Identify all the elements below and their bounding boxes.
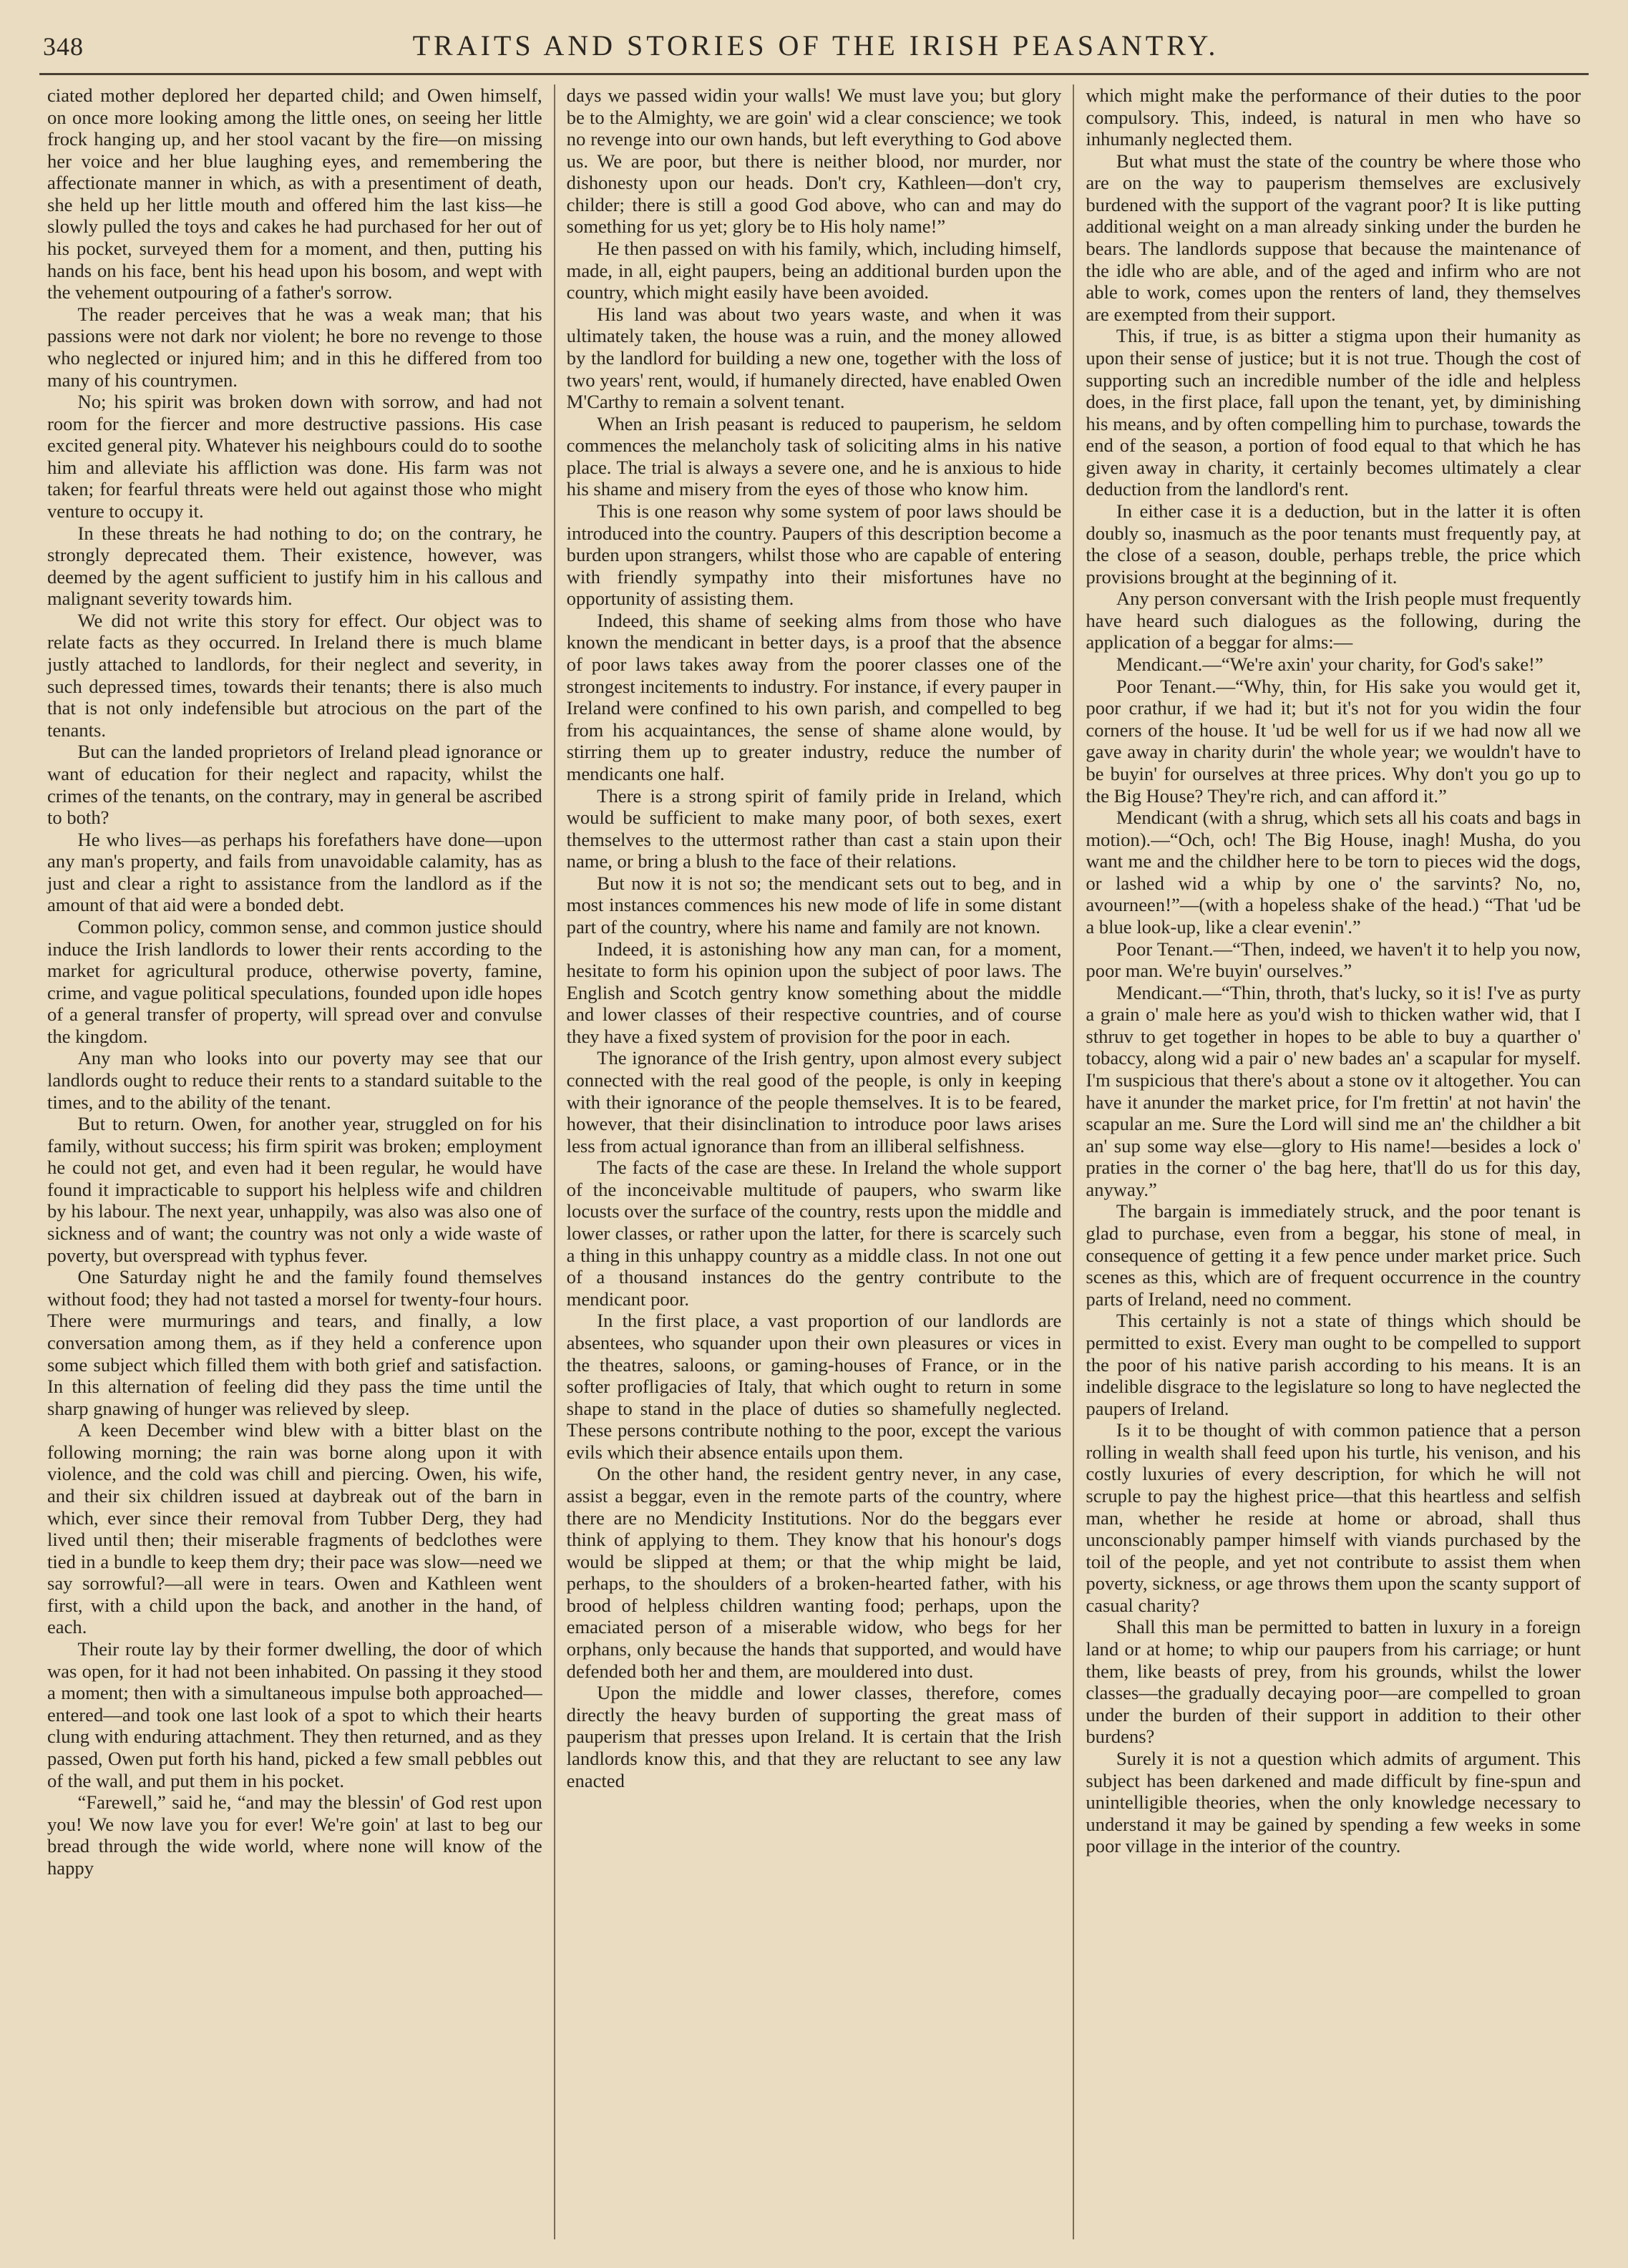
paragraph: Is it to be thought of with common patience that a person rolling in wealth shall feed upon his turtle, his venison, and his costly luxuries of every description, for which he will not scruple to pay the highest price—that this heartless and selfish man, whether he reside at home or abroad, shall thus unconscionably pamper himself with viands purchased by the toil of the people, and yet not contribute to assist them when poverty, sickness, or age throws them upon the scanty support of casual charity? — [1086, 1419, 1581, 1616]
paragraph: In the first place, a vast proportion of our landlords are absentees, who squander upon their own pleasures or vices in the theatres, saloons, or gaming-houses of France, or in the softer profligacies of Italy, that which ought to return in some shape to stand in the place of duties so shamefully neglected. These persons contribute nothing to the poor, except the various evils which their absence entails upon them. — [566, 1310, 1062, 1463]
paragraph: But to return. Owen, for another year, struggled on for his family, without success; his firm spirit was broken; employment he could not get, and even had it been regular, he would have found it impracticable to support his helpless wife and children by his labour. The next year, unhappily, was also was also one of sickness and of want; the country was not only a wide waste of poverty, but overspread with typhus fever. — [47, 1113, 542, 1266]
paragraph: But what must the state of the country be where those who are on the way to pauperism themselves are exclusively burdened with the support of the vagrant poor? It is like putting additional weight on a man already sinking under the burden he bears. The landlords suppose that because the maintenance of the idle who are able, and of the aged and infirm who are not able to work, comes upon the renters of land, they themselves are exempted from their support. — [1086, 150, 1581, 325]
column-1 — [36, 84, 554, 2239]
paragraph: This is one reason why some system of poor laws should be introduced into the country. Paupers of this description become a burden upon strangers, whilst those who are capable of entering with friendly sympathy into their misfortunes have no opportunity of assisting them. — [566, 500, 1062, 610]
paragraph: Indeed, it is astonishing how any man can, for a moment, hesitate to form his opinion upon the subject of poor laws. The English and Scotch gentry know something about the middle and lower classes of their respective countries, and of course they have a fixed system of provision for the poor in each. — [566, 938, 1062, 1047]
column-2 — [554, 84, 1073, 2239]
paragraph: But can the landed proprietors of Ireland plead ignorance or want of education for their neglect and rapacity, whilst the crimes of the tenants, on the contrary, may in general be ascribed to both? — [47, 741, 542, 829]
paragraph: Surely it is not a question which admits of argument. This subject has been darkened and made difficult by fine-spun and unintelligible theories, when the only knowledge necessary to understand it may be gained by spending a few weeks in some poor village in the interior of the country. — [1086, 1747, 1581, 1857]
paragraph: which might make the performance of their duties to the poor compulsory. This, indeed, is natural in men who have so inhumanly neglected them. — [1086, 84, 1581, 150]
paragraph: His land was about two years waste, and when it was ultimately taken, the house was a ruin, and the money allowed by the landlord for building a new one, together with the loss of two years' rent, would, if humanely directed, have enabled Owen M'Carthy to remain a solvent tenant. — [566, 303, 1062, 413]
page-number: 348 — [43, 32, 84, 61]
paragraph: But now it is not so; the mendicant sets out to beg, and in most instances commences his new mode of life in some distant part of the country, where his name and family are not known. — [566, 872, 1062, 938]
paragraph: Any man who looks into our poverty may see that our landlords ought to reduce their rents to a standard suitable to the times, and to the ability of the tenant. — [47, 1047, 542, 1113]
paragraph: In these threats he had nothing to do; on the contrary, he strongly deprecated them. Their existence, however, was deemed by the agent sufficient to justify him in his callous and malignant severity towards him. — [47, 522, 542, 610]
paragraph: Mendicant (with a shrug, which sets all his coats and bags in motion).—“Och, och! The Big House, inagh! Musha, do you want me and the childher here to be torn to pieces wid the dogs, or lashed wid a whip by one o' the sarvints? No, no, avourneen!”—(with a hopeless shake of the head.) “That 'ud be a blue look-up, like a clear evenin'.” — [1086, 807, 1581, 938]
page-header — [43, 29, 1589, 64]
paragraph: He then passed on with his family, which, including himself, made, in all, eight paupers, being an additional burden upon the country, which might easily have been avoided. — [566, 238, 1062, 303]
paragraph: Their route lay by their former dwelling, the door of which was open, for it had not been inhabited. On passing it they stood a moment; then with a simultaneous impulse both approached—entered—and took one last look of a spot to which their hearts clung with enduring attachment. They then returned, and as they passed, Owen put forth his hand, picked a few small pebbles out of the wall, and put them in his pocket. — [47, 1638, 542, 1791]
paragraph: The facts of the case are these. In Ireland the whole support of the inconceivable multitude of paupers, who swarm like locusts over the surface of the country, rests upon the middle and lower classes, or rather upon the latter, for there is scarcely such a thing in this unhappy country as a middle class. In not one out of a thousand instances do the gentry contribute to the mendicant poor. — [566, 1157, 1062, 1310]
paragraph: A keen December wind blew with a bitter blast on the following morning; the rain was borne along upon it with violence, and the cold was chill and piercing. Owen, his wife, and their six children issued at daybreak out of the barn in which, ever since their removal from Tubber Derg, they had lived until then; their miserable fragments of bedclothes were tied in a bundle to keep them dry; their pace was slow—need we say sorrowful?—all were in tears. Owen and Kathleen went first, with a child upon the back, and another in the hand, of each. — [47, 1419, 542, 1638]
paragraph: When an Irish peasant is reduced to pauperism, he seldom commences the melancholy task of soliciting alms in his native place. The trial is always a severe one, and he is anxious to hide his shame and misery from the eyes of those who know him. — [566, 412, 1062, 500]
column-3 — [1073, 84, 1592, 2239]
paragraph: We did not write this story for effect. Our object was to relate facts as they occurred. In Ireland there is much blame justly attached to landlords, for their neglect and severity, in such depressed times, towards their tenants; there is also much that is not only indefensible but atrocious on the part of the tenants. — [47, 609, 542, 741]
running-title: TRAITS AND STORIES OF THE IRISH PEASANTRY. — [412, 29, 1219, 62]
header-rule — [39, 73, 1589, 75]
paragraph: There is a strong spirit of family pride in Ireland, which would be sufficient to make many poor, of both sexes, exert themselves to the uttermost rather than cast a stain upon their name, or bring a blush to the face of their relations. — [566, 784, 1062, 872]
paragraph: The reader perceives that he was a weak man; that his passions were not dark nor violent; he bore no revenge to those who neglected or injured him; and in this he differed from too many of his countrymen. — [47, 303, 542, 391]
paragraph: Poor Tenant.—“Then, indeed, we haven't it to help you now, poor man. We're buyin' ourselves.” — [1086, 938, 1581, 982]
paragraph: Upon the middle and lower classes, therefore, comes directly the heavy burden of supporting the great mass of pauperism that presses upon Ireland. It is certain that the Irish landlords know this, and that they are reluctant to see any law enacted — [566, 1682, 1062, 1791]
paragraph: He who lives—as perhaps his forefathers have done—upon any man's property, and fails from unavoidable calamity, has as just and clear a right to assistance from the landlord as if the amount of that aid were a bonded debt. — [47, 828, 542, 916]
paragraph: Indeed, this shame of seeking alms from those who have known the mendicant in better days, is a proof that the absence of poor laws takes away from the poorer classes one of the strongest incitements to industry. For instance, if every pauper in Ireland were confined to his own parish, and compelled to beg from his acquaintances, the sense of shame alone would, by stirring them up to greater industry, reduce the number of mendicants one half. — [566, 609, 1062, 784]
paragraph: On the other hand, the resident gentry never, in any case, assist a beggar, even in the remote parts of the country, where there are no Mendicity Institutions. Nor do the beggars ever think of applying to them. They know that his honour's dogs would be slipped at them; or that the whip might be laid, perhaps, to the shoulders of a broken-hearted father, with his brood of helpless children wanting food; perhaps, upon the emaciated person of a miserable widow, who begs for her orphans, only because the hands that supported, and would have defended both her and them, are mouldered into dust. — [566, 1463, 1062, 1682]
paragraph: One Saturday night he and the family found themselves without food; they had not tasted a morsel for twenty-four hours. There were murmurings and tears, and finally, a low conversation among them, as if they held a conference upon some subject which filled them with both grief and satisfaction. In this alternation of feeling did they pass the time until the sharp gnawing of hunger was relieved by sleep. — [47, 1266, 542, 1419]
paragraph: The bargain is immediately struck, and the poor tenant is glad to purchase, even from a beggar, his stone of meal, in consequence of getting it a few pence under market price. Such scenes as this, which are of frequent occurrence in the country parts of Ireland, need no comment. — [1086, 1200, 1581, 1310]
paragraph: No; his spirit was broken down with sorrow, and had not room for the fiercer and more destructive passions. His case excited general pity. Whatever his neighbours could do to soothe him and alleviate his affliction was done. His farm was not taken; for fearful threats were held out against those who might venture to occupy it. — [47, 391, 542, 522]
paragraph: This certainly is not a state of things which should be permitted to exist. Every man ought to be compelled to support the poor of his native parish according to his means. It is an indelible disgrace to the legislature so long to have neglected the paupers of Ireland. — [1086, 1310, 1581, 1419]
paragraph: Mendicant.—“We're axin' your charity, for God's sake!” — [1116, 653, 1544, 676]
paragraph: days we passed widin your walls! We must lave you; but glory be to the Almighty, we are goin' wid a clear conscience; we took no revenge into our own hands, but left everything to God above us. We are poor, but there is neither blood, nor murder, nor dishonesty upon our heads. Don't cry, Kathleen—don't cry, childer; there is still a good God above, who can and may do something for us yet; glory be to His holy name!” — [566, 84, 1062, 238]
paragraph: Any person conversant with the Irish people must frequently have heard such dialogues as the following, during the application of a beggar for alms:— — [1086, 588, 1581, 653]
paragraph: The ignorance of the Irish gentry, upon almost every subject connected with the real good of the people, is only in keeping with their ignorance of the people themselves. It is to be feared, however, that their disinclination to introduce poor laws arises less from actual ignorance than from an illiberal selfishness. — [566, 1047, 1062, 1157]
text-columns — [36, 84, 1592, 2239]
paragraph: Shall this man be permitted to batten in luxury in a foreign land or at home; to whip our paupers from his carriage; or hunt them, like beasts of prey, from his grounds, whilst the lower classes—the gradually decaying poor—are compelled to groan under the burden of their support in addition to their other burdens? — [1086, 1616, 1581, 1748]
paragraph: Common policy, common sense, and common justice should induce the Irish landlords to lower their rents according to the market for agricultural produce, otherwise poverty, famine, crime, and vague political speculations, founded upon idle hopes of a general transfer of property, will spread over and convulse the kingdom. — [47, 915, 542, 1047]
paragraph: Poor Tenant.—“Why, thin, for His sake you would get it, poor crathur, if we had it; but it's not for you widin the four corners of the house. It 'ud be well for us if we had now all we gave away in charity durin' the whole year; we wouldn't have to be buyin' for ourselves at three prices. Why don't you go up to the Big House? They're rich, and can afford it.” — [1086, 675, 1581, 807]
paragraph: This, if true, is as bitter a stigma upon their humanity as upon their sense of justice; but it is not true. Though the cost of supporting such an incredible number of the idle and helpless does, in the first place, fall upon the tenant, yet, by diminishing his means, and by often compelling him to purchase, towards the end of the season, a portion of food equal to that which he has given away in charity, it certainly becomes ultimately a clear deduction from the landlord's rent. — [1086, 325, 1581, 500]
paragraph: In either case it is a deduction, but in the latter it is often doubly so, inasmuch as the poor tenants must frequently pay, at the close of a season, double, perhaps treble, the price which provisions brought at the beginning of it. — [1086, 500, 1581, 588]
paragraph: Mendicant.—“Thin, throth, that's lucky, so it is! I've as purty a grain o' male here as you'd wish to thicken wather wid, that I sthruv to get together in hopes to be able to buy a quarther o' tobaccy, along wid a pair o' new bades an' a scapular for myself. I'm suspicious that there's about a stone ov it altogether. You can have it anunder the market price, for I'm frettin' at not havin' the scapular an me. Sure the Lord will sind me an' the childher a bit an' sup some way else—glory to His name!—besides a lock o' praties in the corner o' the bag here, that'll do us for this day, anyway.” — [1086, 981, 1581, 1200]
paragraph: ciated mother deplored her departed child; and Owen himself, on once more looking among the little ones, on seeing her little frock hanging up, and her stool vacant by the fire—on missing her voice and her blue laughing eyes, and remembering the affectionate manner in which, as with a presentiment of death, she held up her little mouth and offered him the last kiss—he slowly pulled the toys and cakes he had purchased for her out of his pocket, surveyed them for a moment, and then, putting his hands on his face, bent his head upon his bosom, and wept with the vehement outpouring of a father's sorrow. — [47, 84, 542, 303]
paragraph: “Farewell,” said he, “and may the blessin' of God rest upon you! We now lave you for ever! We're goin' at last to beg our bread through the wide world, where none will know of the happy — [47, 1791, 542, 1879]
